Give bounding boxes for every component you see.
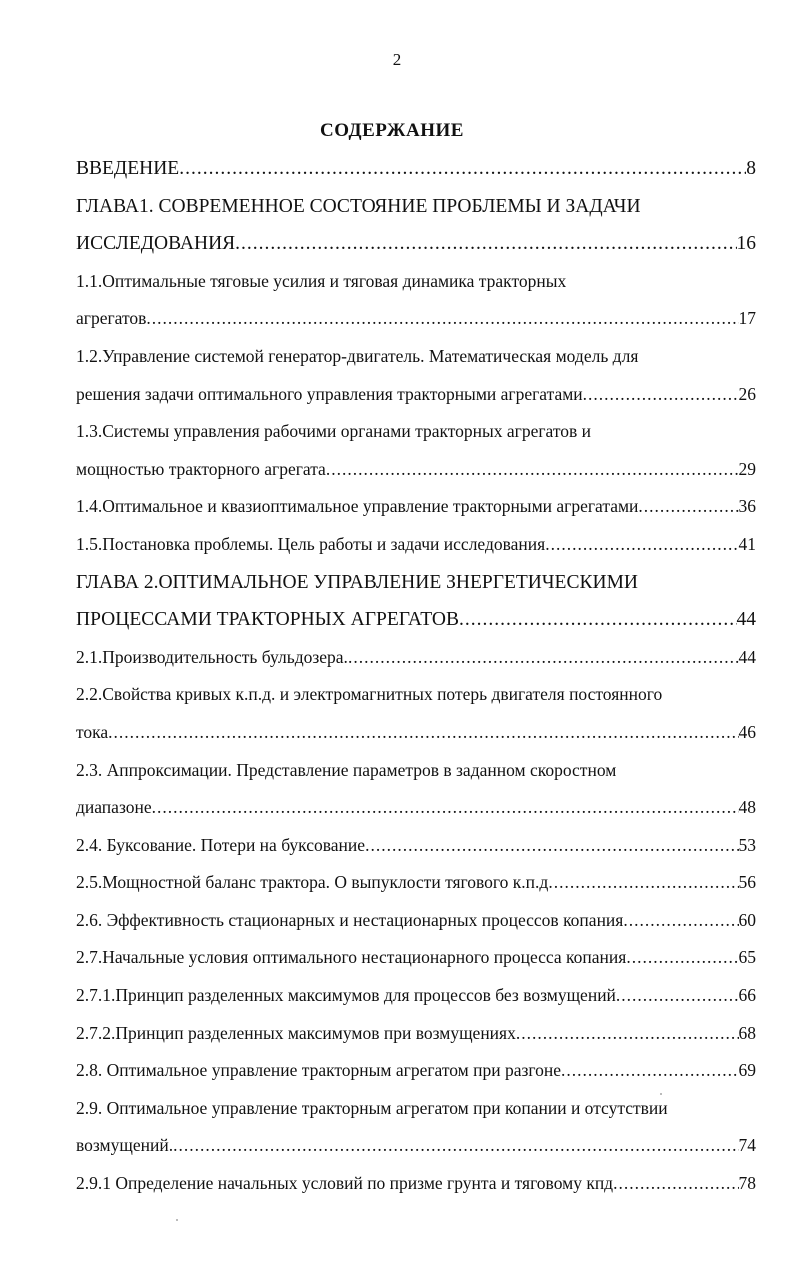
dot-leader [548,864,738,902]
toc-page-number: 46 [738,721,756,742]
toc-entry [76,939,756,977]
toc-entry [76,300,756,338]
toc-page-number: 29 [738,458,756,479]
dot-leader [108,714,738,752]
scan-speck [660,1093,662,1095]
toc-entry-label: 2.7.2.Принцип разделенных максимумов при возмущениях [76,1022,516,1043]
toc-entry [76,864,756,902]
dot-leader [235,225,736,263]
page-number: 2 [392,50,402,69]
toc-entry [76,639,756,677]
dot-leader [348,639,739,677]
toc-entry-label: 2.9.1 Определение начальных условий по призме грунта и тяговому кпд [76,1173,614,1194]
toc-entry [76,150,756,188]
toc-entry-label: ПРОЦЕССАМИ ТРАКТОРНЫХ АГРЕГАТОВ [76,609,460,631]
toc-page-number: 44 [738,646,756,667]
toc-entry-label: агрегатов [76,308,147,329]
toc-entry [76,376,756,414]
toc-page-number: 41 [738,533,756,554]
toc-entry-label: ИССЛЕДОВАНИЯ [76,233,236,255]
toc-heading-line: 1.2.Управление системой генератор-двигатель. Математическая модель для [76,345,639,366]
dot-leader [365,827,738,865]
dot-leader [623,902,738,940]
dot-leader [459,601,736,639]
dot-leader [613,1165,738,1203]
toc-heading-line: 2.2.Свойства кривых к.п.д. и электромагнитных потерь двигателя постоянного [76,684,663,705]
scan-speck [176,1219,178,1221]
toc-entry [76,1015,756,1053]
page-title: СОДЕРЖАНИЕ [320,120,464,141]
toc-entry [76,1052,756,1090]
dot-leader [616,977,739,1015]
dot-leader [626,939,738,977]
dot-leader [583,376,739,414]
toc-page-number: 16 [736,233,756,255]
toc-entry [76,488,756,526]
toc-page-number: 44 [736,609,756,631]
toc-page-number: 68 [738,1022,756,1043]
toc-entry-label: 1.5.Постановка проблемы. Цель работы и задачи исследования [76,533,546,554]
dot-leader [146,300,738,338]
toc-page-number: 48 [738,797,756,818]
dot-leader [173,1127,738,1165]
toc-entry-label: возмущений. [76,1135,174,1156]
toc-page-number: 8 [746,158,756,179]
toc-page-number: 53 [738,834,756,855]
dot-leader [152,789,739,827]
toc-page-number: 78 [738,1173,756,1194]
toc-page-number: 60 [738,909,756,930]
toc-heading-line: 1.1.Оптимальные тяговые усилия и тяговая динамика тракторных [76,270,567,291]
toc-entry-label: 2.6. Эффективность стационарных и нестационарных процессов копания [76,909,624,930]
toc-heading-line: 1.3.Системы управления рабочими органами тракторных агрегатов и [76,421,592,442]
dot-leader [179,150,746,188]
toc-entry [76,1127,756,1165]
toc-page-number: 69 [738,1060,756,1081]
toc-entry-label: тока [76,721,109,742]
toc-page-number: 17 [738,308,756,329]
toc-entry-label: 1.4.Оптимальное и квазиоптимальное управление тракторными агрегатами [76,496,639,517]
toc-entry-label: решения задачи оптимального управления тракторными агрегатами [76,383,583,404]
toc-page-number: 36 [738,496,756,517]
toc-entry-label: диапазоне [76,797,152,818]
toc-heading-line: ГЛАВА1. СОВРЕМЕННОЕ СОСТОЯНИЕ ПРОБЛЕМЫ И ЗАДАЧИ [76,195,641,217]
toc-entry [76,601,756,639]
toc-page-number: 56 [738,872,756,893]
toc-entry-label: 2.7.1.Принцип разделенных максимумов для процессов без возмущений [76,985,616,1006]
table-of-contents [76,150,756,1203]
toc-entry [76,902,756,940]
toc-entry-label: 2.7.Начальные условия оптимального нестационарного процесса копания [76,947,627,968]
toc-entry [76,1165,756,1203]
toc-entry [76,526,756,564]
toc-page-number: 65 [738,947,756,968]
toc-entry-label: 2.8. Оптимальное управление тракторным агрегатом при разгоне [76,1060,562,1081]
toc-page-number: 74 [738,1135,756,1156]
toc-entry [76,977,756,1015]
dot-leader [545,526,738,564]
toc-entry [76,789,756,827]
toc-entry [76,225,756,263]
dot-leader [561,1052,738,1090]
dot-leader [326,451,739,489]
toc-heading-line: 2.9. Оптимальное управление тракторным агрегатом при копании и отсутствии [76,1097,668,1118]
toc-page-number: 66 [738,985,756,1006]
toc-heading-line: 2.3. Аппроксимации. Представление параметров в заданном скоростном [76,759,617,780]
dot-leader [638,488,738,526]
toc-entry [76,451,756,489]
toc-entry [76,827,756,865]
toc-entry-label: мощностью тракторного агрегата [76,458,326,479]
toc-entry-label: 2.4. Буксование. Потери на буксование [76,834,366,855]
dot-leader [516,1015,739,1053]
toc-entry-label: 2.1.Производительность бульдозера. [76,646,348,667]
toc-heading-line: ГЛАВА 2.ОПТИМАЛЬНОЕ УПРАВЛЕНИЕ ЗНЕРГЕТИЧЕСКИМИ [76,571,638,593]
toc-page-number: 26 [738,383,756,404]
toc-entry-label: 2.5.Мощностной баланс трактора. О выпуклости тягового к.п.д [76,872,549,893]
toc-entry [76,714,756,752]
toc-entry-label: ВВЕДЕНИЕ [76,158,180,179]
